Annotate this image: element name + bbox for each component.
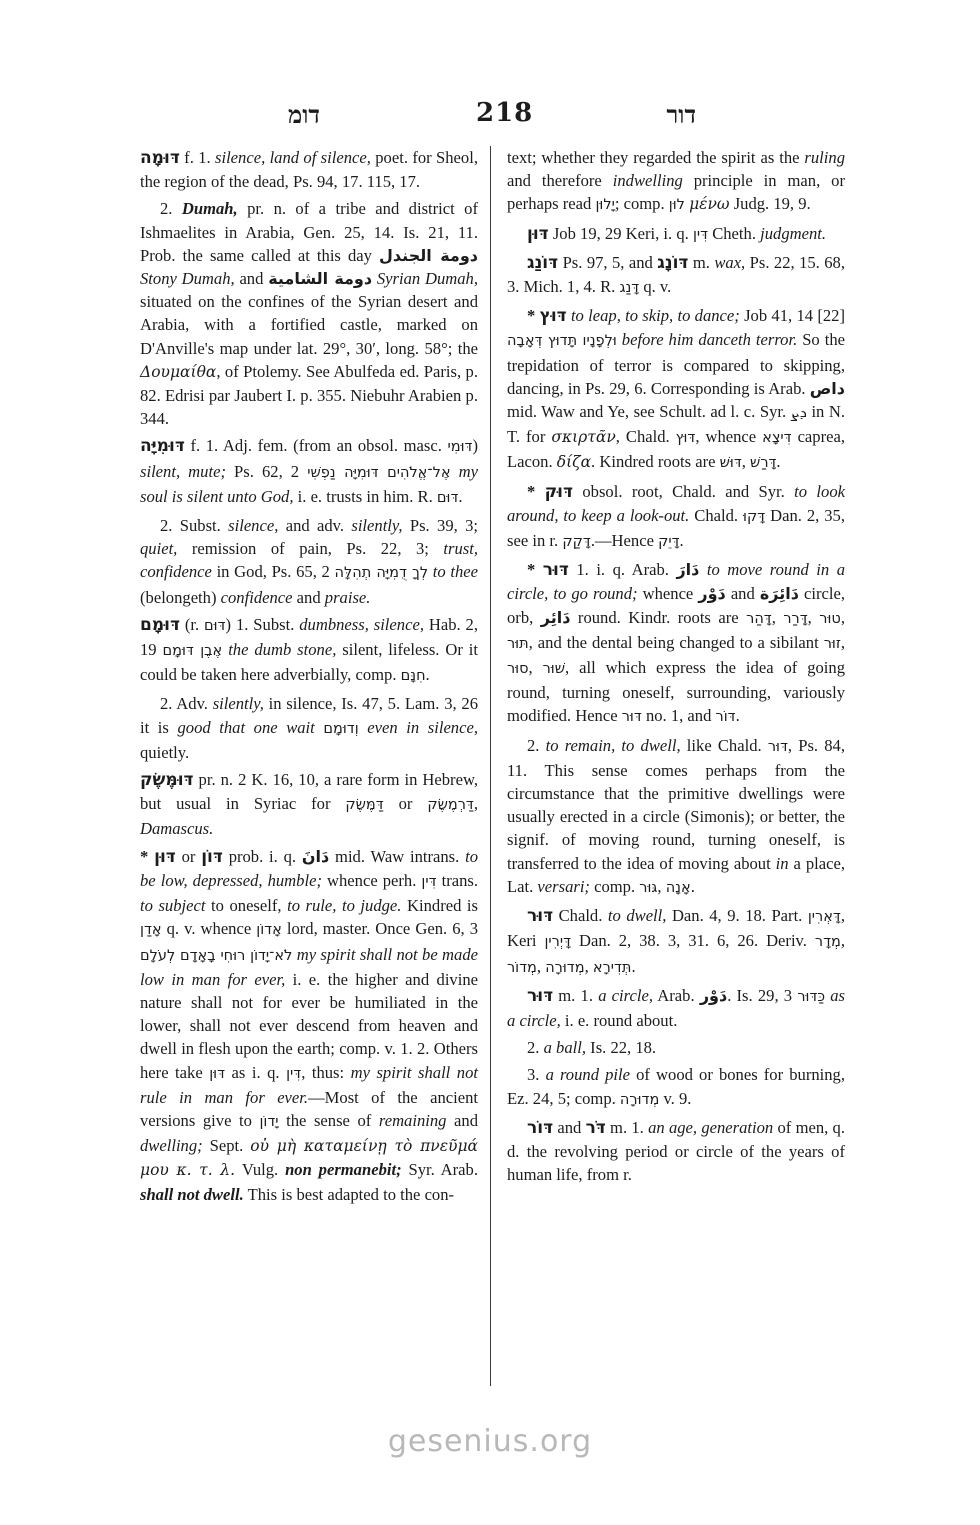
greek-phrase: οὐ μὴ καταμείνῃ τὸ πνεῦμά μου κ. τ. λ. [140, 1137, 478, 1180]
headword: דּוּמָה [140, 148, 180, 168]
entry-dumah: דּוּמָה f. 1. silence, land of silence, poet. for Sheol, the region of the dead, Ps. 94, 17. 115, 17. [140, 148, 478, 192]
entry-dur-noun-sense-2: 2. a ball, Is. 22, 18. [527, 1038, 657, 1058]
arabic-word: دومة الجندل [379, 245, 478, 265]
entry-duq: * דּוּק obsol. root, Chald. and Syr. to look around, to keep a look-out. Chald. דָּקוּ Dan. 2, 35, see in r. דָּקַק.—Hence דָּיֵק. [507, 481, 846, 551]
headword: דּוּן [154, 846, 176, 867]
arabic-word: دَوْر [698, 584, 726, 604]
arabic-word: دَائِرَة [759, 584, 799, 604]
entry-dumiyyah: דּוּמִיָּה f. 1. Adj. fem. (from an obsol. masc. דּוּמִי) silent, mute; Ps. 62, 2 אֶל־אֱלֹהִים דּוּמִיָּה נַפְשִׁי my soul is silent unto God, i. e. trusts in him. R. דּוּם. [140, 436, 478, 506]
headword: דּוּר [527, 906, 554, 927]
entry-dumiyyah-sense-2: 2. Subst. silence, and adv. silently, Ps. 39, 3; quiet, remission of pain, Ps. 22, 3; trust, confidence in God, Ps. 65, 2 לְךָ דֻמִיָּה תְהִלָּה to thee (belongeth) confidence and praise. [140, 516, 478, 607]
headword: דּוּר [542, 560, 569, 581]
entry-dur-chaldee: דּוּר Chald. to dwell, Dan. 4, 9. 18. Part. דָּאְרִין, Keri דָּיְרִין Dan. 2, 38. 3, 31. 6, 26. Deriv. מְדָר, מְדוֹר, מְדוּרָה, תְּדִירָא. [507, 906, 845, 976]
entry-dumam: דּוּמָם (r. דּוּם) 1. Subst. dumbness, silence, Hab. 2, 19 אֶבֶן דּוּמָם the dumb stone, silent, lifeless. Or it could be taken here adverbially, comp. חִנָּם. [140, 614, 478, 685]
entry-dummesek: דּוּמֶּשֶׂק pr. n. 2 K. 16, 10, a rare form in Hebrew, but usual in Syriac for דַּמֶּשֶׂק or דַּרְמֶשֶׂק, Damascus. [140, 770, 478, 839]
entry-dun-continued: text; whether they regarded the spirit as the ruling and therefore indwelling principle in man, or perhaps read יָלוּן; comp. לוּן μένω Judg. 19, 9. [507, 148, 845, 214]
greek-word: σκιρτᾶν [551, 428, 616, 447]
headword: דּוֹן [201, 846, 223, 867]
arabic-word: دَائِر [540, 607, 571, 627]
headword: דּוֹנָג [657, 252, 689, 273]
headword: דּוֹר [527, 1117, 554, 1138]
left-column [140, 146, 478, 1210]
headword: דּוּמִיָּה [140, 436, 185, 457]
headword: דּוּמֶּשֶׂק [140, 770, 194, 791]
entry-dun-keri: דּוּן Job 19, 29 Keri, i. q. דִּין Cheth. judgment. [527, 223, 827, 244]
header-left-catchword: דומ [288, 100, 320, 129]
entry-dur-noun-sense-3: 3. a round pile of wood or bones for burning, Ez. 24, 5; comp. מְדוּרָה v. 9. [507, 1065, 846, 1108]
headword: דּוּמָם [140, 614, 180, 635]
entry-dumah-sense-2: 2. Dumah, pr. n. of a tribe and district of Ishmaelites in Arabia, Gen. 25, 14. Is. 21, 11. Prob. the same called at this day دومة الجندل Stony Dumah, and دومة الشامية Syrian Dumah, situated on the confines of the Syrian desert and Arabia, with a fortified castle, marked on D'Anville's map under lat. 29°, 30′, long. 58°; the Δουμαίθα, of Ptolemy. See Abulfeda ed. Paris, p. 82. Edrisi par Jaubert I. p. 355. Niebuhr Arabien p. 344. [140, 199, 479, 429]
headword: דֹּר [585, 1117, 606, 1138]
entry-donag: דּוֹנַג Ps. 97, 5, and דּוֹנָג m. wax, Ps. 22, 15. 68, 3. Mich. 1, 4. R. דָּנַג q. v. [507, 252, 845, 297]
header-right-catchword: דור [666, 100, 696, 129]
greek-word: μένω [689, 195, 730, 214]
arabic-word: دَوْر [699, 985, 728, 1005]
headword: דּוּץ [539, 306, 567, 327]
syriac-word: ܕܨ [790, 405, 807, 422]
column-divider [490, 146, 491, 1386]
greek-word: δίζα [556, 453, 592, 472]
entry-dumam-sense-2: 2. Adv. silently, in silence, Is. 47, 5. Lam. 3, 26 it is good that one wait וְדוּמָם even in silence, quietly. [140, 694, 478, 762]
page-header [140, 98, 846, 132]
headword: דּוֹנַג [527, 252, 559, 273]
page-number: 218 [476, 98, 534, 128]
greek-word: Δουμαίθα [140, 362, 217, 381]
entry-dor: דּוֹר and דֹּר m. 1. an age, generation of men, q. d. the revolving period or circle of the years of human life, from r. [507, 1117, 845, 1185]
entry-duts: * דּוּץ to leap, to skip, to dance; Job 41, 14 [22] וּלְפָנָיו תָּדוּץ דְּאָבָה before him danceth terror. So the trepidation of terror is compared to skipping, dancing, in Ps. 29, 6. Corresponding is Arab. داص mid. Waw and Ye, see Schult. ad l. c. Syr. ܕܨ in N. T. for σκιρτᾶν, Chald. דּוּץ, whence דִּיצָא caprea, Lacon. δίζα. Kindred roots are דּוּשׁ, דָּרַשׁ. [507, 306, 845, 472]
site-watermark: gesenius.org [387, 1424, 593, 1459]
entry-dur-noun: דּוּר m. 1. a circle, Arab. دَوْر. Is. 29, 3 כַּדּוּר as a circle, i. e. round about. [507, 985, 845, 1030]
entry-dun: * דּוּן or דּוֹן prob. i. q. دَانَ mid. Waw intrans. to be low, depressed, humble; whence perh. דִּין trans. to subject to oneself, to rule, to judge. Kindred is אָדַן q. v. whence אָדוֹן lord, master. Once Gen. 6, 3 לֹא־יָדוֹן רוּחִי בָאָדָם לְעֹלָם my spirit shall not be made low in man for ever, i. e. the higher and divine nature shall not for ever be humiliated in the lower, shall not ever descend from heaven and dwell in flesh upon the earth; comp. v. 1. 2. Others here take דּוּן as i. q. דִּין, thus: my spirit shall not rule in man for ever.—Most of the ancient versions give to יָדוֹן the sense of remaining and dwelling; Sept. οὐ μὴ καταμείνῃ τὸ πνεῦμά μου κ. τ. λ. Vulg. non permanebit; Syr. Arab. shall not dwell. This is best adapted to the con- [140, 846, 479, 1204]
arabic-word: دَارَ [676, 560, 700, 580]
right-column [507, 146, 845, 1190]
entry-dur-sense-2: 2. to remain, to dwell, like Chald. דּוּר, Ps. 84, 11. This sense comes perhaps from the circumstance that the primitive dwellings were usually erected in a circle (Simonis); or better, the signif. of moving round, turning oneself, is transferred to the idea of moving about in a place, Lat. versari; comp. גּוּר, אָנָה. [507, 735, 845, 896]
arabic-word: دومة الشامية [268, 269, 373, 289]
headword: דּוּר [527, 985, 554, 1006]
headword: דּוּן [527, 223, 549, 244]
entry-dur: * דּוּר 1. i. q. Arab. دَارَ to move round in a circle, to go round; whence دَوْر and دَائِرَة circle, orb, دَائِر round. Kindr. roots are דָּהַר, דָּרַר, טוּר, תּוּר, and the dental being changed to a sibilant זוּר, סוּר, שׁוּר, all which express the idea of going round, turning oneself, surrounding, variously modified. Hence דּוּר no. 1, and דּוֹר. [507, 560, 846, 726]
arabic-word: داص [809, 378, 845, 398]
arabic-word: دَانَ [301, 846, 330, 866]
headword: דּוּק [544, 481, 574, 502]
